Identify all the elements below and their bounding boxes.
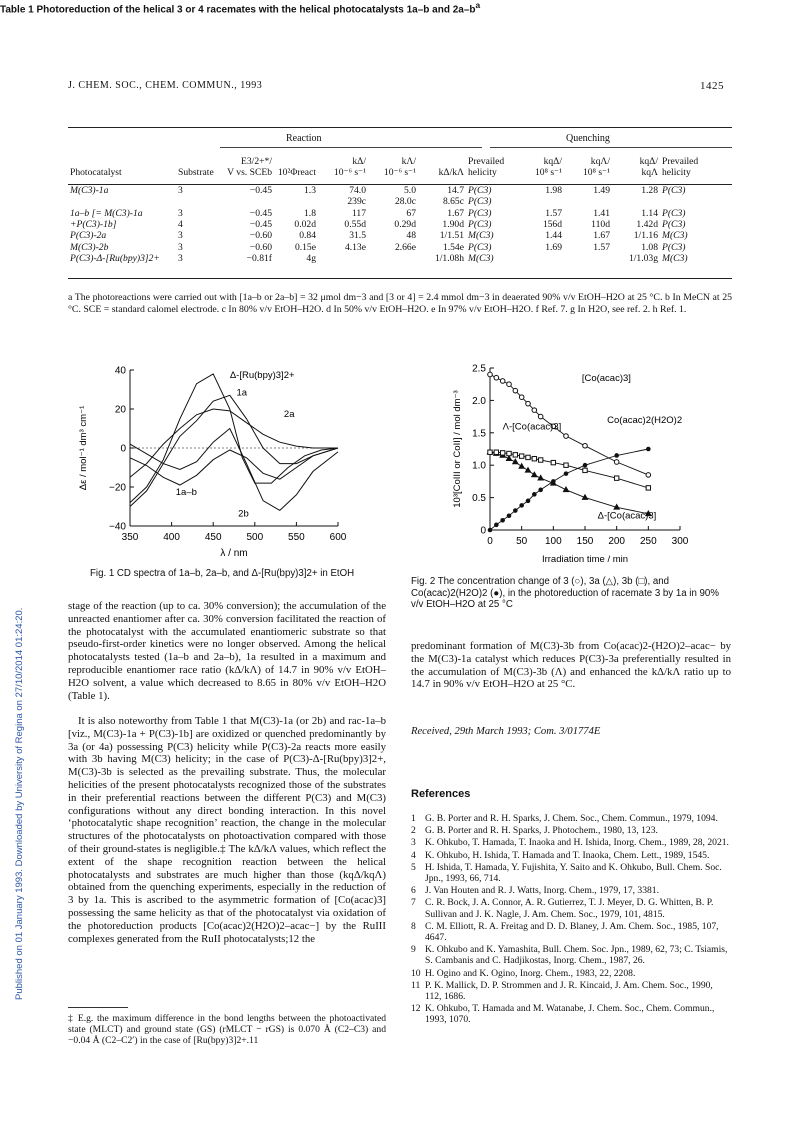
x-tick-label: 0 bbox=[487, 536, 493, 547]
table-cell bbox=[368, 253, 418, 264]
y-tick-label: −20 bbox=[109, 482, 126, 494]
y-tick-label: 20 bbox=[114, 404, 126, 416]
reference-text: C. R. Bock, J. A. Connor, A. R. Gutierrez, T. J. Meyer, D. G. Whitten, B. P. Sullivan and J. K. Nagle, J. Am. Chem. Soc., 1979, 101, 4815. bbox=[425, 897, 714, 920]
marker-open-circle bbox=[519, 395, 524, 400]
marker-triangle bbox=[532, 472, 537, 477]
marker-filled-circle bbox=[513, 508, 518, 513]
table-bottom-rule bbox=[68, 278, 732, 279]
table-row bbox=[68, 219, 732, 230]
marker-filled-circle bbox=[488, 528, 493, 533]
fig2-caption: Fig. 2 The concentration change of 3 (○), 3a (△), 3b (□), and Co(acac)2(H2O)2 (●), in the photoreduction of racemate 3 by 1a in 90% v/v EtOH–H2O at 25 °C bbox=[411, 576, 719, 611]
marker-filled-circle bbox=[500, 518, 505, 523]
table-header-cell bbox=[418, 156, 466, 167]
marker-open-square bbox=[551, 460, 555, 464]
marker-open-circle bbox=[513, 388, 518, 393]
marker-open-square bbox=[500, 451, 504, 455]
x-axis-label: λ / nm bbox=[220, 548, 248, 559]
table-cell: 1.54e bbox=[442, 241, 464, 253]
table-header-cell: Prevailed bbox=[662, 156, 699, 167]
table-cell: 4g bbox=[306, 253, 316, 265]
reference-number: 7 bbox=[411, 897, 416, 909]
table-top-rule bbox=[68, 127, 732, 128]
table-cell: M(C3) bbox=[662, 253, 688, 265]
curve-label: 2a bbox=[283, 408, 295, 420]
reference-item bbox=[411, 1003, 731, 1025]
x-tick-label: 550 bbox=[288, 532, 305, 543]
y-tick-label: 0 bbox=[120, 443, 126, 455]
table-cell: 1/1.51 bbox=[439, 230, 464, 242]
table-cell: 0.02d bbox=[294, 219, 316, 231]
table-cell: −0.45 bbox=[249, 184, 272, 196]
table-cell: 74.0 bbox=[349, 184, 366, 196]
marker-open-square bbox=[488, 450, 492, 454]
x-tick-label: 50 bbox=[516, 536, 528, 547]
marker-open-square bbox=[646, 486, 650, 490]
reference-number: 10 bbox=[411, 967, 421, 979]
table-cell: 0.15e bbox=[294, 241, 316, 253]
reference-number: 4 bbox=[411, 849, 416, 861]
marker-triangle bbox=[525, 468, 530, 473]
table-cell: 1.42d bbox=[636, 219, 658, 231]
marker-open-circle bbox=[507, 382, 512, 387]
table-header-cell: 10⁸ s⁻¹ bbox=[582, 167, 610, 179]
reference-text: K. Ohkubo and K. Yamashita, Bull. Chem. Soc. Jpn., 1989, 62, 73; C. Tsiamis, S. Cambanis and C. Hadjikostas, Inorg. Chem., 1987, 26. bbox=[425, 944, 728, 967]
marker-triangle bbox=[614, 505, 619, 510]
references-list bbox=[411, 813, 731, 1027]
table-cell: P(C3)-2a bbox=[70, 230, 107, 242]
table-caption: Table 1 Photoreduction of the helical 3 or 4 racemates with the helical photocatalysts 1a–b and $2a-b^a$ bbox=[0, 0, 481, 16]
table-cell: 1.67 bbox=[593, 230, 610, 242]
table-cell bbox=[220, 196, 274, 207]
reference-item bbox=[411, 850, 731, 861]
table-cell: 1.08 bbox=[641, 241, 658, 253]
marker-open-square bbox=[526, 455, 530, 459]
table-header-cell: 10²Φreact bbox=[277, 167, 316, 179]
reference-text: H. Ishida, T. Hamada, Y. Fujishita, Y. Saito and K. Ohkubo, Bull. Chem. Soc. Jpn., 1993, 66, 714. bbox=[425, 861, 722, 885]
marker-filled-circle bbox=[614, 453, 619, 458]
table-cell: −0.60 bbox=[249, 230, 272, 242]
page-number: 1425 bbox=[700, 80, 724, 92]
table-header-cell: V vs. SCEb bbox=[227, 167, 272, 179]
reference-text: H. Ogino and K. Ogino, Inorg. Chem., 1983, 22, 2208. bbox=[425, 967, 636, 979]
table-cell bbox=[274, 196, 318, 207]
marker-triangle bbox=[506, 456, 511, 461]
table-1 bbox=[68, 156, 732, 265]
table-cell: M(C3)-1a bbox=[70, 184, 109, 196]
table-cell bbox=[660, 196, 732, 207]
table-cell: 2.66e bbox=[394, 241, 416, 253]
marker-filled-circle bbox=[507, 513, 512, 518]
table-cell: 1.49 bbox=[593, 184, 610, 196]
reference-number: 5 bbox=[411, 861, 416, 873]
table-cell: −0.60 bbox=[249, 241, 272, 253]
table-cell: P(C3) bbox=[662, 207, 686, 219]
reference-item bbox=[411, 897, 731, 919]
table-cell: 1.41 bbox=[593, 207, 610, 219]
table-cell: P(C3) bbox=[468, 241, 492, 253]
table-cell: 117 bbox=[351, 207, 366, 219]
table-header-cell: kqΛ bbox=[641, 167, 658, 179]
marker-open-circle bbox=[526, 401, 531, 406]
table-cell: 1.14 bbox=[641, 207, 658, 219]
reference-item bbox=[411, 944, 731, 966]
table-cell: 0.29d bbox=[394, 219, 416, 231]
x-tick-label: 250 bbox=[639, 536, 657, 547]
reference-text: C. M. Elliott, R. A. Freitag and D. D. Blaney, J. Am. Chem. Soc., 1985, 107, 4647. bbox=[425, 920, 719, 944]
table-header-cell: kqΛ/ bbox=[590, 156, 610, 167]
table-header-cell bbox=[274, 156, 318, 167]
marker-open-square bbox=[507, 451, 511, 455]
marker-filled-circle bbox=[646, 447, 651, 452]
table-cell: 0.55d bbox=[344, 219, 366, 231]
marker-filled-circle bbox=[538, 488, 543, 493]
table-cell bbox=[516, 253, 564, 264]
reference-number: 6 bbox=[411, 885, 416, 897]
reference-number: 12 bbox=[411, 1003, 421, 1015]
y-tick-label: 0.5 bbox=[472, 493, 486, 505]
reference-item bbox=[411, 921, 731, 943]
fig1-chart bbox=[68, 358, 388, 568]
table-cell: P(C3) bbox=[662, 184, 686, 196]
y-tick-label: 40 bbox=[114, 365, 126, 377]
table-cell: 1/1.08h bbox=[434, 253, 464, 265]
marker-triangle bbox=[519, 464, 524, 469]
right-para-1: predominant formation of M(C3)-3b from Co(acac)2-(H2O)2–acac− by the M(C3)-1a catalyst which reduces P(C3)-3a preferentially resulted in the accumulation of M(C3)-3b (Λ) and enhanced the kΔ/kΛ ratio up to 14.7 in 90% v/v EtOH–H2O at 25 °C. bbox=[411, 640, 731, 691]
table-cell: 67 bbox=[406, 207, 416, 219]
y-axis-label: 10³[CoIII or CoII] / mol dm⁻³ bbox=[452, 390, 463, 508]
reference-text: J. Van Houten and R. J. Watts, Inorg. Chem., 1979, 17, 3381. bbox=[425, 885, 660, 897]
table-header-cell: E3/2+*/ bbox=[241, 156, 272, 167]
table-cell: 1.67 bbox=[447, 207, 464, 219]
table-row bbox=[68, 196, 732, 207]
marker-open-square bbox=[614, 476, 618, 480]
table-cell bbox=[176, 196, 220, 207]
marker-open-circle bbox=[532, 408, 537, 413]
marker-open-circle bbox=[488, 372, 493, 377]
marker-open-square bbox=[583, 468, 587, 472]
table-cell: P(C3) bbox=[468, 219, 492, 231]
reference-number: 1 bbox=[411, 813, 416, 824]
table-cell: 156d bbox=[542, 219, 562, 231]
received-line: Received, 29th March 1993; Com. 3/01774E bbox=[411, 726, 601, 737]
reference-number: 2 bbox=[411, 825, 416, 837]
table-cell: M(C3)-2b bbox=[70, 241, 109, 253]
table-cell: P(C3) bbox=[662, 241, 686, 253]
table-header-cell: Prevailed bbox=[468, 156, 505, 167]
x-tick-label: 300 bbox=[671, 536, 689, 547]
table-header-cell: kΛ/ bbox=[401, 156, 416, 167]
table-header-cell: Photocatalyst bbox=[70, 167, 122, 179]
table-cell: 1.57 bbox=[545, 207, 562, 219]
table-row bbox=[68, 230, 732, 241]
x-tick-label: 400 bbox=[163, 532, 180, 543]
table-cell: 1.8 bbox=[304, 207, 316, 219]
x-tick-label: 500 bbox=[246, 532, 264, 543]
table-row bbox=[68, 185, 732, 196]
table-cell: −0.45 bbox=[249, 207, 272, 219]
figure-1 bbox=[68, 358, 388, 568]
marker-open-circle bbox=[494, 375, 499, 380]
reference-number: 9 bbox=[411, 944, 416, 956]
table-header-row bbox=[68, 167, 732, 178]
table-header-cell: helicity bbox=[468, 167, 497, 179]
table-header-row bbox=[68, 156, 732, 167]
table-cell: 1.3 bbox=[304, 184, 316, 196]
reaction-rule bbox=[220, 147, 482, 148]
reference-text: G. B. Porter and R. H. Sparks, J. Photochem., 1980, 13, 123. bbox=[425, 825, 658, 837]
reference-item bbox=[411, 825, 731, 836]
table-cell: P(C3)-Δ-[Ru(bpy)3]2+ bbox=[70, 253, 160, 265]
marker-open-square bbox=[564, 463, 568, 467]
table-cell: M(C3) bbox=[468, 230, 494, 242]
marker-open-circle bbox=[614, 460, 619, 465]
table-footnotes: a The photoreactions were carried out with [1a–b or 2a–b] = 32 μmol dm−3 and [3 or 4] = 2.4 mmol dm−3 in deaerated 90% v/v EtOH–H2O at 25 °C. b In MeCN at 25 °C. SCE = standard calomel electrode. c In 80% v/v EtOH–H2O. d In 50% v/v EtOH–H2O. e In 97% v/v EtOH–H2O. f Ref. 7. g In H2O, see ref. 2. h Ref. 1. bbox=[68, 292, 732, 316]
table-cell: P(C3) bbox=[468, 184, 492, 196]
table-cell: 28.0c bbox=[394, 196, 416, 208]
table-cell: 3 bbox=[178, 207, 183, 219]
marker-open-circle bbox=[646, 473, 651, 478]
table-cell: −0.81f bbox=[246, 253, 272, 265]
download-sidebar bbox=[2, 300, 25, 1020]
table-row bbox=[68, 208, 732, 219]
table-cell: P(C3) bbox=[662, 219, 686, 231]
table-cell: 0.84 bbox=[299, 230, 316, 242]
curve-label: Δ-[Ru(bpy)3]2+ bbox=[229, 369, 295, 381]
table-cell: M(C3) bbox=[468, 253, 494, 265]
x-tick-label: 600 bbox=[329, 532, 347, 543]
reference-item bbox=[411, 813, 731, 824]
reference-text: K. Ohkubo, H. Ishida, T. Hamada and T. Inaoka, Chem. Lett., 1989, 1545. bbox=[425, 849, 710, 861]
reference-text: P. K. Mallick, D. P. Strommen and J. R. Kincaid, J. Am. Chem. Soc., 1990, 112, 1686. bbox=[425, 979, 713, 1003]
reference-item bbox=[411, 980, 731, 1002]
marker-filled-circle bbox=[551, 479, 556, 484]
table-header-cell: 10⁸ s⁻¹ bbox=[534, 167, 562, 179]
table-header-cell: 10⁻⁶ s⁻¹ bbox=[333, 167, 366, 179]
figure-2 bbox=[414, 362, 732, 570]
table-cell: 48 bbox=[406, 230, 416, 242]
footnote-rule bbox=[68, 1007, 128, 1008]
x-tick-label: 100 bbox=[544, 536, 562, 547]
curve-label: Co(acac)2(H2O)2 bbox=[607, 415, 683, 427]
x-tick-label: 150 bbox=[576, 536, 594, 547]
marker-triangle bbox=[513, 459, 518, 464]
table-cell: 1/1.03g bbox=[628, 253, 658, 265]
fig1-caption: Fig. 1 CD spectra of 1a–b, 2a–b, and Δ-[Ru(bpy)3]2+ in EtOH bbox=[90, 568, 355, 579]
marker-filled-circle bbox=[564, 471, 569, 476]
y-tick-label: −40 bbox=[109, 521, 126, 533]
curve-label: Λ-[Co(acac)3] bbox=[502, 421, 562, 433]
table-header-cell: kΔ/kΛ bbox=[438, 167, 464, 179]
table-header-cell bbox=[68, 156, 176, 167]
curve-label: 1a bbox=[236, 387, 248, 399]
reference-number: 8 bbox=[411, 920, 416, 932]
table-cell: 239c bbox=[347, 196, 366, 208]
reference-number: 3 bbox=[411, 837, 416, 849]
reference-item bbox=[411, 885, 731, 896]
marker-open-circle bbox=[538, 414, 543, 419]
table-cell: 31.5 bbox=[349, 230, 366, 242]
group-reaction: Reaction bbox=[286, 133, 322, 144]
x-tick-label: 200 bbox=[608, 536, 626, 547]
table-cell: 3 bbox=[178, 253, 183, 265]
data-curve bbox=[490, 452, 648, 488]
y-tick-label: 2.0 bbox=[472, 395, 486, 407]
marker-triangle bbox=[563, 487, 568, 492]
left-para-2: It is also noteworthy from Table 1 that M(C3)-1a (or 2b) and rac-1a–b [viz., M(C3)-1a + P(C3)-1b] are oxidized or quenched predominantly by 3a (or 4a) possessing P(C3) helicity while P(C3)-2a reacts more easily with 3b having M(C3) helicity; in the case of P(C3)-Δ-[Ru(bpy)3]2+, M(C3)-3b is selected as the prevailing substrate. Thus, the molecular helicities of the present photocatalysts recognized those of the substrates in their preferential reactions between the different P(C3) and M(C3) configurations without any direct bonding interaction. In this novel ‘photocatalytic shape recognition’ reaction, the change in the molecular structures of the photocatalysts on photoactivation compared with those of their ground-states is negligible.‡ The kΔ/kΛ values, which reflect the extent of the shape recognition reaction between the helical photocatalysts and substrates are much higher than those (kqΔ/kqΛ) obtained from the quenching experiments, especially in the reduction of 3 by 1a. This is ascribed to the asymmetric formation of [Co(acac)3] possessing the same helicity as that of the photocatalyst via oxidation of the photoreduction products [Co(acac)2(H2O)2–acac−] by the RuIII complexes generated from the RuII photocatalysts;12 the bbox=[68, 715, 386, 945]
x-tick-label: 350 bbox=[121, 532, 139, 543]
table-cell: 1.57 bbox=[593, 241, 610, 253]
table-cell: 110d bbox=[591, 219, 610, 231]
running-header: J. CHEM. SOC., CHEM. COMMUN., 1993 bbox=[68, 80, 263, 91]
marker-filled-circle bbox=[519, 503, 524, 508]
marker-filled-circle bbox=[583, 463, 588, 468]
table-cell: 1.90d bbox=[442, 219, 464, 231]
table-cell: 3 bbox=[178, 230, 183, 242]
table-header-cell: Substrate bbox=[178, 167, 214, 179]
x-tick-label: 450 bbox=[204, 532, 222, 543]
marker-filled-circle bbox=[532, 492, 537, 497]
table-cell: 1.44 bbox=[545, 230, 562, 242]
table-cell: 14.7 bbox=[447, 184, 464, 196]
marker-open-square bbox=[519, 454, 523, 458]
table-cell: 1.69 bbox=[545, 241, 562, 253]
table-row bbox=[68, 242, 732, 253]
reference-text: K. Ohkubo, T. Hamada and M. Watanabe, J. Chem. Soc., Chem. Commun., 1993, 1070. bbox=[425, 1003, 715, 1026]
curve-label: 1a–b bbox=[175, 486, 197, 498]
marker-open-square bbox=[532, 457, 536, 461]
reference-item bbox=[411, 837, 731, 848]
fig2-chart bbox=[414, 362, 732, 570]
marker-open-circle bbox=[564, 434, 569, 439]
y-tick-label: 2.5 bbox=[472, 363, 486, 375]
x-axis-label: Irradiation time / min bbox=[541, 554, 629, 565]
reference-number: 11 bbox=[411, 979, 421, 991]
table-cell bbox=[318, 253, 368, 264]
table-cell: P(C3) bbox=[468, 207, 492, 219]
table-cell bbox=[564, 196, 612, 207]
marker-triangle bbox=[582, 495, 587, 500]
y-tick-label: 0 bbox=[480, 525, 486, 537]
curve-label: Δ-[Co(acac)3] bbox=[597, 510, 657, 522]
table-cell: 1a–b [= M(C3)-1a bbox=[70, 207, 143, 219]
reference-item bbox=[411, 862, 731, 884]
marker-filled-circle bbox=[494, 523, 499, 528]
table-cell: 1/1.16 bbox=[633, 230, 658, 242]
table-header-cell: helicity bbox=[662, 167, 691, 179]
table-cell: 3 bbox=[178, 241, 183, 253]
table-header-cell bbox=[176, 156, 220, 167]
table-cell: 1.98 bbox=[545, 184, 562, 196]
left-para-1: stage of the reaction (up to ca. 30% conversion); the accumulation of the unreacted enantiomer after ca. 30% conversion facilitated the reaction of the photocatalyst with the accumulated enantiomeric substrate so that pseudo-first-order kinetics were no longer observed. Among the helical photocatalysts tested (1a–b and 2a–b), 1a resulted in a maximum and reproducible enantiomer race ratio (kΔ/kΛ) of 14.7 in 90% v/v EtOH–H2O solvent, a value which decreased to 8.65 in 80% v/v EtOH–H2O (Table 1). bbox=[68, 600, 386, 702]
marker-triangle bbox=[538, 475, 543, 480]
marker-open-square bbox=[538, 458, 542, 462]
quenching-rule bbox=[490, 147, 732, 148]
table-cell bbox=[564, 253, 612, 264]
table-header-cell: kΔ/ bbox=[352, 156, 366, 167]
table-header-cell: kqΔ/ bbox=[543, 156, 562, 167]
table-cell: 4 bbox=[178, 219, 183, 231]
marker-open-circle bbox=[583, 443, 588, 448]
table-cell: 8.65c bbox=[442, 196, 464, 208]
y-axis-label: Δε / mol⁻¹ dm³ cm⁻¹ bbox=[78, 405, 89, 491]
cd-curve bbox=[130, 429, 338, 511]
table-cell: 1.28 bbox=[641, 184, 658, 196]
table-cell: M(C3) bbox=[662, 230, 688, 242]
reference-text: K. Ohkubo, T. Hamada, T. Inaoka and H. Ishida, Inorg. Chem., 1989, 28, 2021. bbox=[425, 837, 729, 849]
table-cell bbox=[516, 196, 564, 207]
table-cell bbox=[612, 196, 660, 207]
table-cell: −0.45 bbox=[249, 219, 272, 231]
table-cell: 3 bbox=[178, 184, 183, 196]
table-cell: 5.0 bbox=[404, 184, 416, 196]
curve-label: [Co(acac)3] bbox=[581, 372, 631, 384]
marker-filled-circle bbox=[526, 499, 531, 504]
marker-open-square bbox=[513, 453, 517, 457]
cd-curve bbox=[130, 395, 338, 506]
group-quenching: Quenching bbox=[566, 133, 610, 144]
table-cell: P(C3) bbox=[468, 196, 492, 208]
marker-open-square bbox=[494, 450, 498, 454]
y-tick-label: 1.0 bbox=[472, 460, 486, 472]
table-row bbox=[68, 253, 732, 264]
y-tick-label: 1.5 bbox=[472, 428, 486, 440]
reference-text: G. B. Porter and R. H. Sparks, J. Chem. Soc., Chem. Commun., 1979, 1094. bbox=[425, 813, 718, 824]
table-header-cell: kqΔ/ bbox=[639, 156, 658, 167]
table-cell: 4.13e bbox=[344, 241, 366, 253]
marker-open-circle bbox=[500, 379, 505, 384]
table-cell bbox=[68, 196, 176, 207]
reference-item bbox=[411, 968, 731, 979]
download-notice: Published on 01 January 1993. Downloaded by University of Regina on 27/10/2014 01:24:20. bbox=[14, 607, 25, 1000]
footnote: ‡ E.g. the maximum difference in the bond lengths between the photoactivated state (MLCT) and ground state (GS) (rMLCT − rGS) is 0.070 Å (C2–C3) and −0.04 Å (C2–C2′) in the case of [Ru(bpy)3]2+.11 bbox=[68, 1013, 386, 1047]
table-header-cell: 10⁻⁶ s⁻¹ bbox=[383, 167, 416, 179]
curve-label: 2b bbox=[238, 508, 249, 520]
table-header-rule bbox=[68, 184, 732, 185]
table-cell: +P(C3)-1b] bbox=[70, 219, 117, 231]
references-heading: References bbox=[411, 788, 471, 800]
